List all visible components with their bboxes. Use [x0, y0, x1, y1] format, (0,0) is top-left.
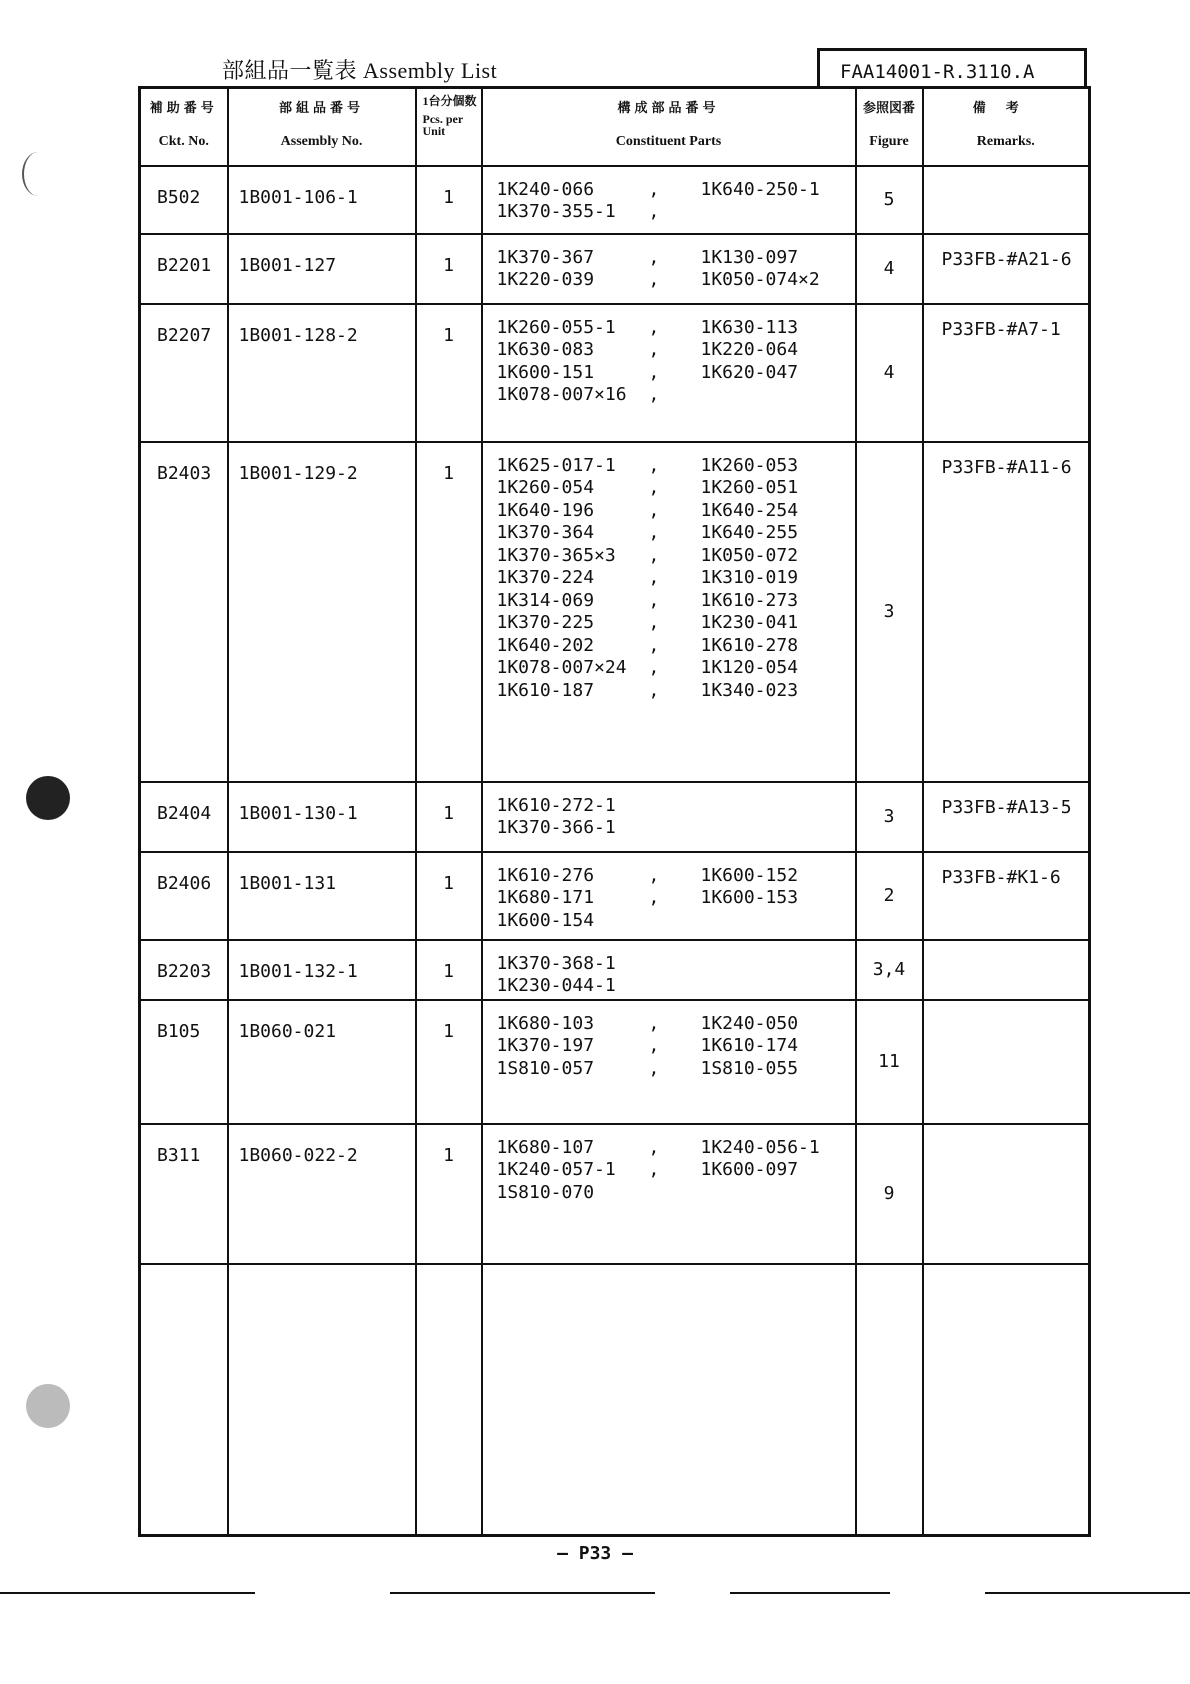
- part-number: 1K370-365×3: [496, 544, 616, 566]
- assembly-no-cell: 1B001-132-1: [228, 940, 416, 1000]
- constituent-parts-cell: [482, 442, 856, 782]
- part-separator: ,: [648, 864, 660, 886]
- divider-line: [0, 1592, 255, 1594]
- constituent-parts-cell: [482, 234, 856, 304]
- remarks-cell: [923, 1124, 1090, 1264]
- part-number: 1K230-044-1: [496, 975, 616, 996]
- part-separator: ,: [648, 544, 660, 566]
- part-separator: ,: [648, 1035, 660, 1056]
- part-line: [497, 1137, 855, 1160]
- pcs-per-unit-cell: 1: [416, 304, 482, 442]
- part-line: [497, 201, 855, 224]
- figure-cell: 4: [856, 304, 923, 442]
- figure-cell: 3: [856, 442, 923, 782]
- part-number: 1K600-151: [496, 361, 595, 383]
- part-separator: ,: [648, 454, 660, 476]
- figure-cell: 5: [856, 166, 923, 234]
- part-number: 1K370-225: [496, 612, 595, 633]
- part-line: [497, 612, 855, 635]
- part-separator: ,: [648, 612, 660, 633]
- part-number: 1K640-254: [700, 499, 799, 521]
- part-line: [497, 317, 855, 340]
- part-separator: [649, 975, 701, 998]
- constituent-parts-cell: [482, 166, 856, 234]
- part-separator: ,: [648, 384, 660, 405]
- assembly-no-cell: 1B001-130-1: [228, 782, 416, 852]
- punch-hole-mark: [26, 776, 70, 820]
- part-separator: ,: [648, 1057, 660, 1079]
- part-number: 1K640-250-1: [700, 178, 820, 200]
- part-separator: ,: [648, 1159, 660, 1180]
- part-number: 1K260-053: [700, 454, 799, 476]
- page-title: 部組品一覧表 Assembly List: [222, 58, 498, 83]
- assembly-no-cell: 1B001-128-2: [228, 304, 416, 442]
- part-line: [497, 975, 855, 998]
- ckt-no-cell: B2207: [140, 304, 228, 442]
- assembly-no-cell: 1B001-127: [228, 234, 416, 304]
- part-separator: ,: [648, 679, 660, 701]
- part-number: 1K260-054: [496, 477, 595, 498]
- part-separator: ,: [648, 589, 660, 611]
- part-separator: ,: [648, 887, 660, 908]
- part-number: 1K625-017-1: [496, 454, 616, 476]
- part-number: 1K078-007×16: [496, 384, 627, 405]
- constituent-parts-cell: [482, 852, 856, 940]
- figure-cell: [856, 1264, 923, 1536]
- part-line: [497, 455, 855, 478]
- part-number: 1S810-055: [700, 1057, 799, 1079]
- part-number: 1K050-072: [700, 544, 799, 566]
- remarks-cell: [923, 1000, 1090, 1124]
- part-separator: ,: [648, 316, 660, 338]
- table-row: [140, 782, 1090, 852]
- col-header-ckt: 補助番号 Ckt. No.: [140, 88, 228, 166]
- part-separator: [649, 910, 701, 933]
- part-number: 1K310-019: [700, 567, 799, 588]
- divider-line: [730, 1592, 890, 1594]
- ckt-no-cell: B2203: [140, 940, 228, 1000]
- part-number: 1K130-097: [700, 246, 799, 268]
- part-number: 1K370-368-1: [496, 952, 616, 974]
- pcs-per-unit-cell: 1: [416, 852, 482, 940]
- constituent-parts-cell: [482, 1000, 856, 1124]
- constituent-parts-cell: [482, 782, 856, 852]
- part-number: 1K630-113: [700, 316, 799, 338]
- assembly-no-cell: 1B060-022-2: [228, 1124, 416, 1264]
- table-row: [140, 166, 1090, 234]
- part-line: [497, 1058, 855, 1081]
- table-row: [140, 304, 1090, 442]
- part-number: 1K260-051: [700, 477, 799, 498]
- pcs-per-unit-cell: 1: [416, 940, 482, 1000]
- assembly-no-cell: 1B001-106-1: [228, 166, 416, 234]
- part-separator: ,: [648, 1012, 660, 1034]
- assembly-no-cell: 1B001-129-2: [228, 442, 416, 782]
- part-line: [497, 522, 855, 545]
- part-number: 1S810-057: [496, 1057, 595, 1079]
- part-number: 1K600-154: [496, 909, 595, 931]
- part-number: 1K600-153: [700, 887, 799, 908]
- divider-line: [390, 1592, 655, 1594]
- ckt-no-cell: B502: [140, 166, 228, 234]
- part-number: 1K640-255: [700, 522, 799, 543]
- part-number: 1K240-066: [496, 178, 595, 200]
- part-number: 1K240-050: [700, 1012, 799, 1034]
- part-number: 1K220-039: [496, 269, 595, 290]
- table-row: [140, 940, 1090, 1000]
- punch-hole-mark: [26, 1384, 70, 1428]
- part-number: 1K370-197: [496, 1035, 595, 1056]
- remarks-cell: P33FB-#A13-5: [923, 782, 1090, 852]
- part-number: 1K640-202: [496, 634, 595, 656]
- part-number: 1K610-273: [700, 589, 799, 611]
- part-number: 1K620-047: [700, 361, 799, 383]
- part-number: 1K314-069: [496, 589, 595, 611]
- ckt-no-cell: B2403: [140, 442, 228, 782]
- part-separator: ,: [648, 201, 660, 222]
- part-number: 1K240-056-1: [700, 1136, 820, 1158]
- remarks-cell: P33FB-#A11-6: [923, 442, 1090, 782]
- part-separator: ,: [648, 634, 660, 656]
- remarks-cell: P33FB-#A21-6: [923, 234, 1090, 304]
- constituent-parts-cell: [482, 940, 856, 1000]
- figure-cell: 11: [856, 1000, 923, 1124]
- part-line: [497, 339, 855, 362]
- part-number: 1K230-041: [700, 612, 799, 633]
- part-number: 1K370-366-1: [496, 817, 616, 838]
- document-id: FAA14001-R.3110.A: [817, 48, 1087, 88]
- table-row: [140, 852, 1090, 940]
- pcs-per-unit-cell: 1: [416, 1124, 482, 1264]
- part-line: [497, 179, 855, 202]
- part-line: [497, 795, 855, 818]
- part-line: [497, 384, 855, 407]
- part-number: 1K610-276: [496, 864, 595, 886]
- part-line: [497, 1035, 855, 1058]
- part-line: [497, 477, 855, 500]
- assembly-no-cell: 1B060-021: [228, 1000, 416, 1124]
- page-number: — P33 —: [557, 1543, 633, 1564]
- ckt-no-cell: B2406: [140, 852, 228, 940]
- assembly-no-cell: 1B001-131: [228, 852, 416, 940]
- pcs-per-unit-cell: 1: [416, 1000, 482, 1124]
- part-number: 1K680-107: [496, 1136, 595, 1158]
- part-line: [497, 680, 855, 703]
- part-line: [497, 269, 855, 292]
- part-separator: ,: [648, 657, 660, 678]
- part-line: [497, 910, 855, 933]
- part-separator: ,: [648, 499, 660, 521]
- part-number: 1K370-367: [496, 246, 595, 268]
- part-line: [497, 1159, 855, 1182]
- part-number: 1K370-355-1: [496, 201, 616, 222]
- part-separator: ,: [648, 269, 660, 290]
- table-row: [140, 1000, 1090, 1124]
- remarks-cell: P33FB-#K1-6: [923, 852, 1090, 940]
- part-number: 1S810-070: [496, 1181, 595, 1203]
- figure-cell: 9: [856, 1124, 923, 1264]
- part-separator: ,: [648, 246, 660, 268]
- ckt-no-cell: B105: [140, 1000, 228, 1124]
- remarks-cell: P33FB-#A7-1: [923, 304, 1090, 442]
- pcs-per-unit-cell: 1: [416, 782, 482, 852]
- part-separator: ,: [648, 339, 660, 360]
- pcs-per-unit-cell: 1: [416, 166, 482, 234]
- remarks-cell: [923, 166, 1090, 234]
- divider-line: [985, 1592, 1190, 1594]
- part-separator: [649, 953, 701, 976]
- part-number: 1K610-278: [700, 634, 799, 656]
- part-line: [497, 545, 855, 568]
- part-number: 1K640-196: [496, 499, 595, 521]
- part-line: [497, 865, 855, 888]
- figure-cell: 4: [856, 234, 923, 304]
- pcs-per-unit-cell: 1: [416, 442, 482, 782]
- part-line: [497, 953, 855, 976]
- part-line: [497, 1013, 855, 1036]
- part-separator: ,: [648, 477, 660, 498]
- table-row: [140, 442, 1090, 782]
- part-line: [497, 362, 855, 385]
- part-number: 1K260-055-1: [496, 316, 616, 338]
- assembly-table: [138, 86, 1091, 1537]
- part-separator: ,: [648, 567, 660, 588]
- part-separator: [649, 817, 701, 840]
- table-row: [140, 234, 1090, 304]
- part-number: 1K600-097: [700, 1159, 799, 1180]
- figure-cell: 3: [856, 782, 923, 852]
- part-line: [497, 657, 855, 680]
- table-row: [140, 1124, 1090, 1264]
- table-row: [140, 1264, 1090, 1536]
- part-number: 1K240-057-1: [496, 1159, 616, 1180]
- punch-hole-mark: [22, 152, 54, 196]
- constituent-parts-cell: [482, 1124, 856, 1264]
- col-header-assembly: 部組品番号 Assembly No.: [228, 88, 416, 166]
- part-number: 1K610-272-1: [496, 794, 616, 816]
- remarks-cell: [923, 940, 1090, 1000]
- part-number: 1K610-174: [700, 1035, 799, 1056]
- assembly-no-cell: [228, 1264, 416, 1536]
- part-line: [497, 1182, 855, 1205]
- part-number: 1K370-364: [496, 522, 595, 543]
- constituent-parts-cell: [482, 304, 856, 442]
- part-number: 1K600-152: [700, 864, 799, 886]
- part-number: 1K610-187: [496, 679, 595, 701]
- part-number: 1K370-224: [496, 567, 595, 588]
- part-separator: ,: [648, 361, 660, 383]
- col-header-remarks: 備考 Remarks.: [923, 88, 1090, 166]
- part-line: [497, 635, 855, 658]
- part-line: [497, 500, 855, 523]
- col-header-figure: 参照図番 Figure: [856, 88, 923, 166]
- part-number: 1K120-054: [700, 657, 799, 678]
- ckt-no-cell: B2404: [140, 782, 228, 852]
- part-number: 1K630-083: [496, 339, 595, 360]
- part-line: [497, 567, 855, 590]
- part-number: 1K078-007×24: [496, 657, 627, 678]
- part-number: 1K340-023: [700, 679, 799, 701]
- part-separator: ,: [648, 178, 660, 200]
- figure-cell: 2: [856, 852, 923, 940]
- part-number: 1K680-171: [496, 887, 595, 908]
- remarks-cell: [923, 1264, 1090, 1536]
- part-line: [497, 817, 855, 840]
- part-line: [497, 247, 855, 270]
- part-separator: ,: [648, 522, 660, 543]
- ckt-no-cell: [140, 1264, 228, 1536]
- figure-cell: 3,4: [856, 940, 923, 1000]
- constituent-parts-cell: [482, 1264, 856, 1536]
- header-row: [140, 88, 1090, 166]
- part-separator: ,: [648, 1136, 660, 1158]
- part-number: 1K680-103: [496, 1012, 595, 1034]
- part-number: 1K050-074×2: [700, 269, 820, 290]
- part-separator: [649, 1182, 701, 1205]
- col-header-parts: 構成部品番号 Constituent Parts: [482, 88, 856, 166]
- part-number: 1K220-064: [700, 339, 799, 360]
- part-line: [497, 887, 855, 910]
- col-header-pcs: 1台分個数 Pcs. per Unit: [416, 88, 482, 166]
- ckt-no-cell: B2201: [140, 234, 228, 304]
- pcs-per-unit-cell: 1: [416, 234, 482, 304]
- pcs-per-unit-cell: [416, 1264, 482, 1536]
- part-line: [497, 590, 855, 613]
- ckt-no-cell: B311: [140, 1124, 228, 1264]
- part-separator: [649, 795, 701, 818]
